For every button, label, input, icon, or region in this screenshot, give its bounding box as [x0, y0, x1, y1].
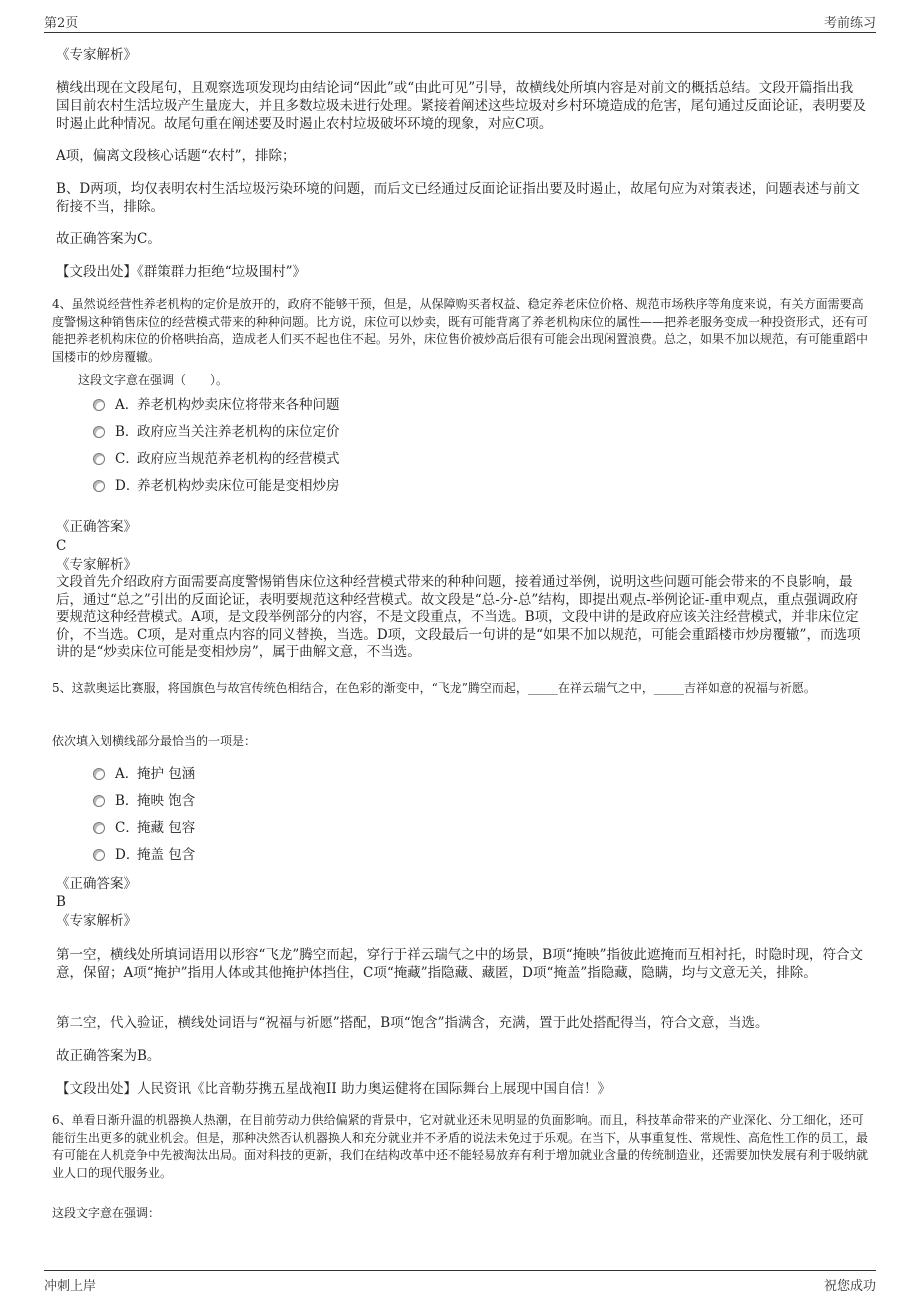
q5-option-b[interactable]: B．掩映 饱含 — [93, 791, 195, 811]
q3-analysis-label: 《专家解析》 — [56, 47, 137, 63]
q5-option-a[interactable]: A．掩护 包涵 — [93, 764, 195, 784]
radio-icon[interactable] — [93, 399, 105, 411]
q3-analysis-paragraph: 横线出现在文段尾句，且观察选项发现均由结论词“因此”或“由此可见”引导，故横线处所填内容是对前文的概括总结。文段开篇指出我国目前农村生活垃圾产生量庞大，并且多数垃圾未进行处理。紧接着阐述这些垃圾对乡村环境造成的危害，尾句通过反面论证，表明要及时遏止此种情况。故尾句重在阐述要及时遏止农村垃圾破坏环境的现象，对应C项。 — [56, 80, 866, 132]
q6-stem: 6、单看日渐升温的机器换人热潮，在目前劳动力供给偏紧的背景中，它对就业还未见明显的负面影响。而且，科技革命带来的产业深化、分工细化，还可能衍生出更多的就业机会。但是，那种决然否认机器换人和充分就业并不矛盾的说法未免过于乐观。在当下，从事重复性、常规性、高危性工作的员工，最有可能在人机竞争中先被淘汰出局。面对科技的更新，我们在结构改革中还不能轻易放弃有利于增加就业含量的传统制造业，还需要加快发展有利于吸纳就业人口的现代服务业。 — [52, 1113, 869, 1180]
radio-icon[interactable] — [93, 822, 105, 834]
q3-source: 【文段出处】《群策群力拒绝“垃圾围村”》 — [56, 264, 307, 280]
footer-left: 冲刺上岸 — [44, 1279, 97, 1294]
footer-right: 祝您成功 — [823, 1279, 876, 1294]
q4-prompt: 这段文字意在强调（ ）。 — [78, 373, 229, 387]
radio-icon[interactable] — [93, 768, 105, 780]
q5-answer: B — [56, 894, 66, 910]
q5-answer-statement: 故正确答案为B。 — [56, 1048, 161, 1064]
q5-stem: 5、这款奥运比赛服，将国旗色与故宫传统色相结合，在色彩的渐变中，“飞龙”腾空而起，_____在祥云瑞气之中，_____吉祥如意的祝福与祈愿。 — [52, 681, 816, 695]
q3-option-bd-analysis: B、D两项，均仅表明农村生活垃圾污染环境的问题，而后文已经通过反面论证指出要及时遏止，故尾句应为对策表述，问题表述与前文衔接不当，排除。 — [56, 181, 860, 215]
q6-prompt: 这段文字意在强调： — [52, 1206, 161, 1220]
q4-stem: 4、虽然说经营性养老机构的定价是放开的，政府不能够干预，但是，从保障购买者权益、稳定养老床位价格、规范市场秩序等角度来说，有关方面需要高度警惕这种销售床位的经营模式带来的种种问题。比方说，床位可以炒卖，既有可能背离了养老机构床位的属性——把养老服务变成一种投资形式，还有可能把养老机构床位的价格哄抬高，造成老人们买不起也住不起。另外，床位售价被炒高后很有可能会出现闲置浪费。总之，如果不加以规范，有可能重蹈中国楼市的炒房覆辙。 — [52, 297, 869, 364]
header-title: 考前练习 — [823, 16, 876, 31]
q4-option-a[interactable]: A．养老机构炒卖床位将带来各种问题 — [93, 395, 340, 415]
radio-icon[interactable] — [93, 480, 105, 492]
q4-analysis-label: 《专家解析》 — [56, 557, 137, 573]
q5-option-c[interactable]: C．掩藏 包容 — [93, 818, 195, 838]
radio-icon[interactable] — [93, 849, 105, 861]
q3-option-a-analysis: A项，偏离文段核心话题“农村”，排除； — [56, 148, 296, 164]
q4-option-d[interactable]: D．养老机构炒卖床位可能是变相炒房 — [93, 476, 340, 496]
q5-source: 【文段出处】人民资讯《比音勒芬携五星战袍II 助力奥运健将在国际舞台上展现中国自信！》 — [56, 1081, 611, 1097]
q5-answer-label: 《正确答案》 — [56, 876, 137, 892]
q5-option-d[interactable]: D．掩盖 包含 — [93, 845, 195, 865]
radio-icon[interactable] — [93, 426, 105, 438]
page-header — [44, 10, 876, 33]
q4-analysis: 文段首先介绍政府方面需要高度警惕销售床位这种经营模式带来的种种问题，接着通过举例，说明这些问题可能会带来的不良影响，最后，通过“总之”引出的反面论证，表明要规范这种经营模式。故文段是“总-分-总”结构，即提出观点-举例论证-重申观点，重点强调政府要规范这种经营模式。A项，是文段举例部分的内容，不是文段重点，不当选。B项，文段中讲的是政府应该关注经营模式，并非床位定价，不当选。C项，是对重点内容的同义替换，当选。D项，文段最后一句讲的是“如果不加以规范，可能会重蹈楼市炒房覆辙”，而选项讲的是“炒卖床位可能是变相炒房”，属于曲解文意，不当选。 — [56, 574, 861, 660]
page-number: 第2页 — [44, 16, 79, 31]
radio-icon[interactable] — [93, 795, 105, 807]
q4-answer-label: 《正确答案》 — [56, 519, 137, 535]
q5-analysis-blank1: 第一空，横线处所填词语用以形容“飞龙”腾空而起，穿行于祥云瑞气之中的场景，B项“掩映”指彼此遮掩而互相衬托，时隐时现，符合文意，保留；A项“掩护”指用人体或其他掩护体挡住，C项“掩藏”指隐藏、藏匿，D项“掩盖”指隐藏，隐瞒，均与文意无关，排除。 — [56, 947, 864, 981]
q4-option-c[interactable]: C．政府应当规范养老机构的经营模式 — [93, 449, 340, 469]
radio-icon[interactable] — [93, 453, 105, 465]
q3-answer-statement: 故正确答案为C。 — [56, 231, 161, 247]
page-footer — [44, 1270, 876, 1294]
q4-answer: C — [56, 538, 67, 554]
q5-prompt: 依次填入划横线部分最恰当的一项是： — [52, 734, 257, 748]
q5-analysis-blank2: 第二空，代入验证，横线处词语与“祝福与祈愿”搭配，B项“饱含”指满含，充满，置于此处搭配得当，符合文意，当选。 — [56, 1015, 769, 1031]
q5-analysis-label: 《专家解析》 — [56, 913, 137, 929]
q4-option-b[interactable]: B．政府应当关注养老机构的床位定价 — [93, 422, 340, 442]
